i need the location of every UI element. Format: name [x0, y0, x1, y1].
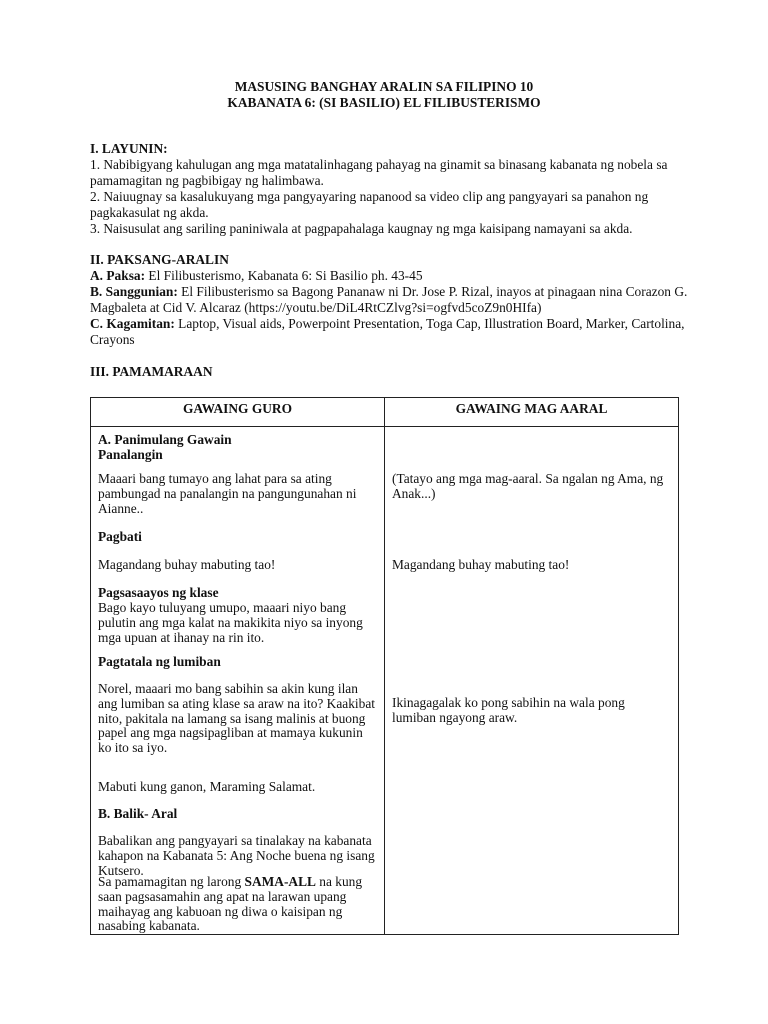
kagamitan-value: Laptop, Visual aids, Powerpoint Presentation, Toga Cap, Illustration Board, Marker, Cartolina, Crayons	[90, 316, 685, 347]
panimula-heading: A. Panimulang Gawain	[98, 432, 232, 447]
pagsasaayos-text: Bago kayo tuluyang umupo, maaari niyo bang pulutin ang mga kalat na makikita niyo sa inyong mga upuan at ihanay na rin ito.	[98, 600, 363, 645]
sama-all-game-name: SAMA-ALL	[244, 874, 316, 889]
layunin-item: 1. Nabibigyang kahulugan ang mga matatalinhagang pahayag na ginamit sa binasang kabanata ng nobela sa pamamagitan ng pagbibigay ng halimbawa.	[90, 157, 668, 188]
paksang-aralin-section	[90, 252, 690, 348]
document-title: MASUSING BANGHAY ARALIN SA FILIPINO 10	[234, 79, 534, 94]
paksa-label: A. Paksa:	[90, 268, 146, 283]
table-header-row	[91, 398, 679, 427]
pamamaraan-heading: III. PAMAMARAAN	[90, 364, 213, 379]
layunin-item: 2. Naiuugnay sa kasalukuyang mga pangyayaring napanood sa video clip ang pangyayari sa panahon ng pagkakasulat ng akda.	[90, 189, 649, 220]
pagbati-heading: Pagbati	[98, 529, 142, 544]
lumiban-response: Ikinagagalak ko pong sabihin na wala pong lumiban ngayong araw.	[392, 695, 625, 725]
pamamaraan-table	[90, 397, 679, 935]
salamat-text: Mabuti kung ganon, Maraming Salamat.	[98, 779, 316, 794]
mag-aaral-cell	[385, 427, 679, 935]
layunin-section	[90, 141, 690, 237]
balik-aral-heading: B. Balik- Aral	[98, 806, 178, 821]
balik-aral-text: Babalikan ang pangyayari sa tinalakay na kabanata kahapon na Kabanata 5: Ang Noche buena ng isang Kutsero.	[98, 833, 375, 878]
paksa-line	[90, 268, 690, 284]
column-header-mag-aaral: GAWAING MAG AARAL	[385, 398, 679, 427]
layunin-list	[90, 157, 690, 237]
sanggunian-value: El Filibusterismo sa Bagong Pananaw ni Dr. Jose P. Rizal, inayos at pinagaan nina Corazon G. Magbaleta at Cid V. Alcaraz (https://youtu.be/DiL4RtCZlvg?si=ogfvd5coZ9n0HIfa)	[90, 284, 688, 315]
pagsasaayos-heading: Pagsasaayos ng klase	[98, 585, 219, 600]
kagamitan-label: C. Kagamitan:	[90, 316, 175, 331]
sama-all-post: na kung saan pagsasamahin ang apat na larawan upang maihayag ang kabuoan ng diwa o kaisipan ng nasabing kabanata.	[98, 874, 363, 934]
pagtatala-text: Norel, maaari mo bang sabihin sa akin kung ilan ang lumiban sa ating klase sa araw na ito? Kaakibat nito, pakitala na lamang sa isang malinis at buong papel ang mga nagsipagliban at mamaya kukunin ko ito sa iyo.	[98, 681, 376, 756]
document-subtitle: KABANATA 6: (SI BASILIO) EL FILIBUSTERISMO	[227, 95, 541, 110]
column-header-guro: GAWAING GURO	[91, 398, 385, 427]
panalangin-text: Maaari bang tumayo ang lahat para sa ating pambungad na panalangin na pangungunahan ni Aianne..	[98, 471, 357, 516]
sama-all-pre: Sa pamamagitan ng larong	[98, 874, 245, 889]
paksa-value: El Filibusterismo, Kabanata 6: Si Basilio ph. 43-45	[145, 268, 423, 283]
sanggunian-line	[90, 284, 690, 316]
layunin-item: 3. Naisusulat ang sariling paniniwala at pagpapahalaga kaugnay ng mga kaisipang namayani sa akda.	[90, 221, 633, 236]
pagtatala-heading: Pagtatala ng lumiban	[98, 654, 221, 669]
pagbati-text: Magandang buhay mabuting tao!	[98, 557, 276, 572]
panalangin-response: (Tatayo ang mga mag-aaral. Sa ngalan ng Ama, ng Anak...)	[392, 471, 664, 501]
sanggunian-label: B. Sanggunian:	[90, 284, 178, 299]
sama-all-text	[98, 875, 378, 934]
layunin-heading: I. LAYUNIN:	[90, 141, 168, 156]
kagamitan-line	[90, 316, 690, 348]
paksang-aralin-heading: II. PAKSANG-ARALIN	[90, 252, 229, 267]
pagbati-response: Magandang buhay mabuting tao!	[392, 557, 570, 572]
panalangin-heading: Panalangin	[98, 447, 163, 462]
guro-cell	[91, 427, 385, 935]
table-row	[91, 427, 679, 935]
